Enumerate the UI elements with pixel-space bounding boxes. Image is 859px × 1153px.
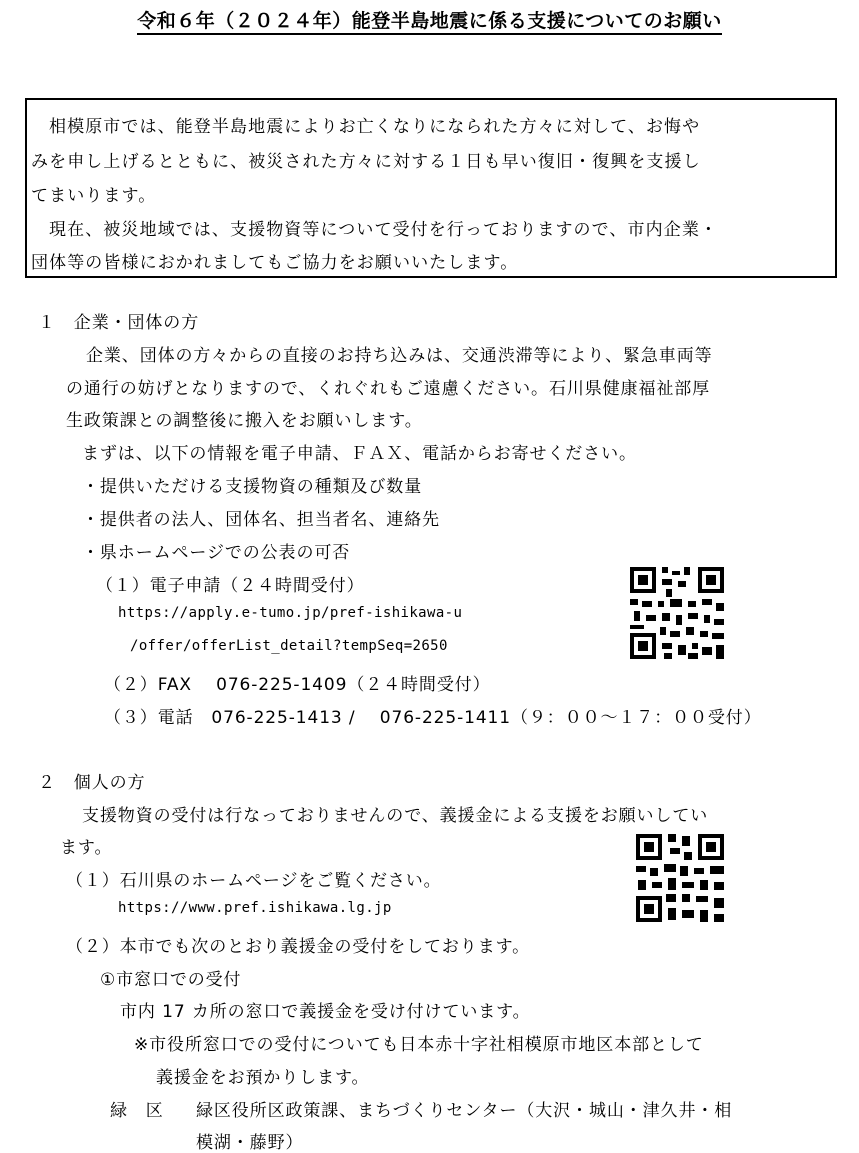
apply-url[interactable]: https://apply.e-tumo.jp/pref-ishikawa-u [118,605,463,621]
apply-url[interactable]: /offer/offerList_detail?tempSeq=2650 [130,638,448,654]
ward-label: 緑 区 [110,1101,164,1121]
body-line: まずは、以下の情報を電子申請、ＦＡＸ、電話からお寄せください。 [82,444,637,464]
body-line: 市内 17 カ所の窓口で義援金を受け付けています。 [120,1002,531,1022]
intro-line: 団体等の皆様におかれましてもご協力をお願いいたします。 [31,253,519,273]
phone-item: （３）電話 076-225-1413 / 076-225-1411（９：００～１７：００受付） [104,708,762,728]
body-line: 企業、団体の方々からの直接のお持ち込みは、交通渋滞等により、緊急車両等 [86,346,713,366]
section-heading: １ 企業・団体の方 [38,313,200,333]
intro-line: 現在、被災地域では、支援物資等について受付を行っておりますので、市内企業・ [49,220,719,240]
sub-item: ①市窓口での受付 [100,970,242,990]
section-heading: ２ 個人の方 [38,773,146,793]
list-item: （１）電子申請（２４時間受付） [96,576,365,596]
body-line: 支援物資の受付は行なっておりませんので、義援金による支援をお願いしてい [82,806,709,826]
intro-line: みを申し上げるとともに、被災された方々に対する１日も早い復旧・復興を支援し [31,152,701,172]
bullet-item: ・提供いただける支援物資の種類及び数量 [82,477,423,497]
list-item: （１）石川県のホームページをご覧ください。 [66,871,442,891]
pref-url[interactable]: https://www.pref.ishikawa.lg.jp [118,900,392,916]
bullet-item: ・提供者の法人、団体名、担当者名、連絡先 [82,510,440,530]
qr-code-icon [628,565,726,661]
body-line: ます。 [60,838,113,858]
body-line: 生政策課との調整後に搬入をお願いします。 [66,411,423,431]
intro-line: 相模原市では、能登半島地震によりお亡くなりになられた方々に対して、お悔や [49,117,701,137]
note-line: ※市役所窓口での受付についても日本赤十字社相模原市地区本部として [134,1035,704,1055]
intro-box [25,98,837,278]
page-title: 令和６年（２０２４年）能登半島地震に係る支援についてのお願い [0,6,859,33]
bullet-item: ・県ホームページでの公表の可否 [82,543,351,563]
qr-code-icon [634,832,726,924]
ward-text: 模湖・藤野） [196,1133,304,1153]
list-item: （２）本市でも次のとおり義援金の受付をしております。 [66,937,531,957]
intro-line: てまいります。 [31,186,157,206]
note-line: 義援金をお預かりします。 [156,1068,370,1088]
body-line: の通行の妨げとなりますので、くれぐれもご遠慮ください。石川県健康福祉部厚 [66,379,711,399]
ward-text: 緑区役所区政策課、まちづくりセンター（大沢・城山・津久井・相 [196,1101,733,1121]
fax-item: （２）FAX 076-225-1409（２４時間受付） [104,675,491,695]
